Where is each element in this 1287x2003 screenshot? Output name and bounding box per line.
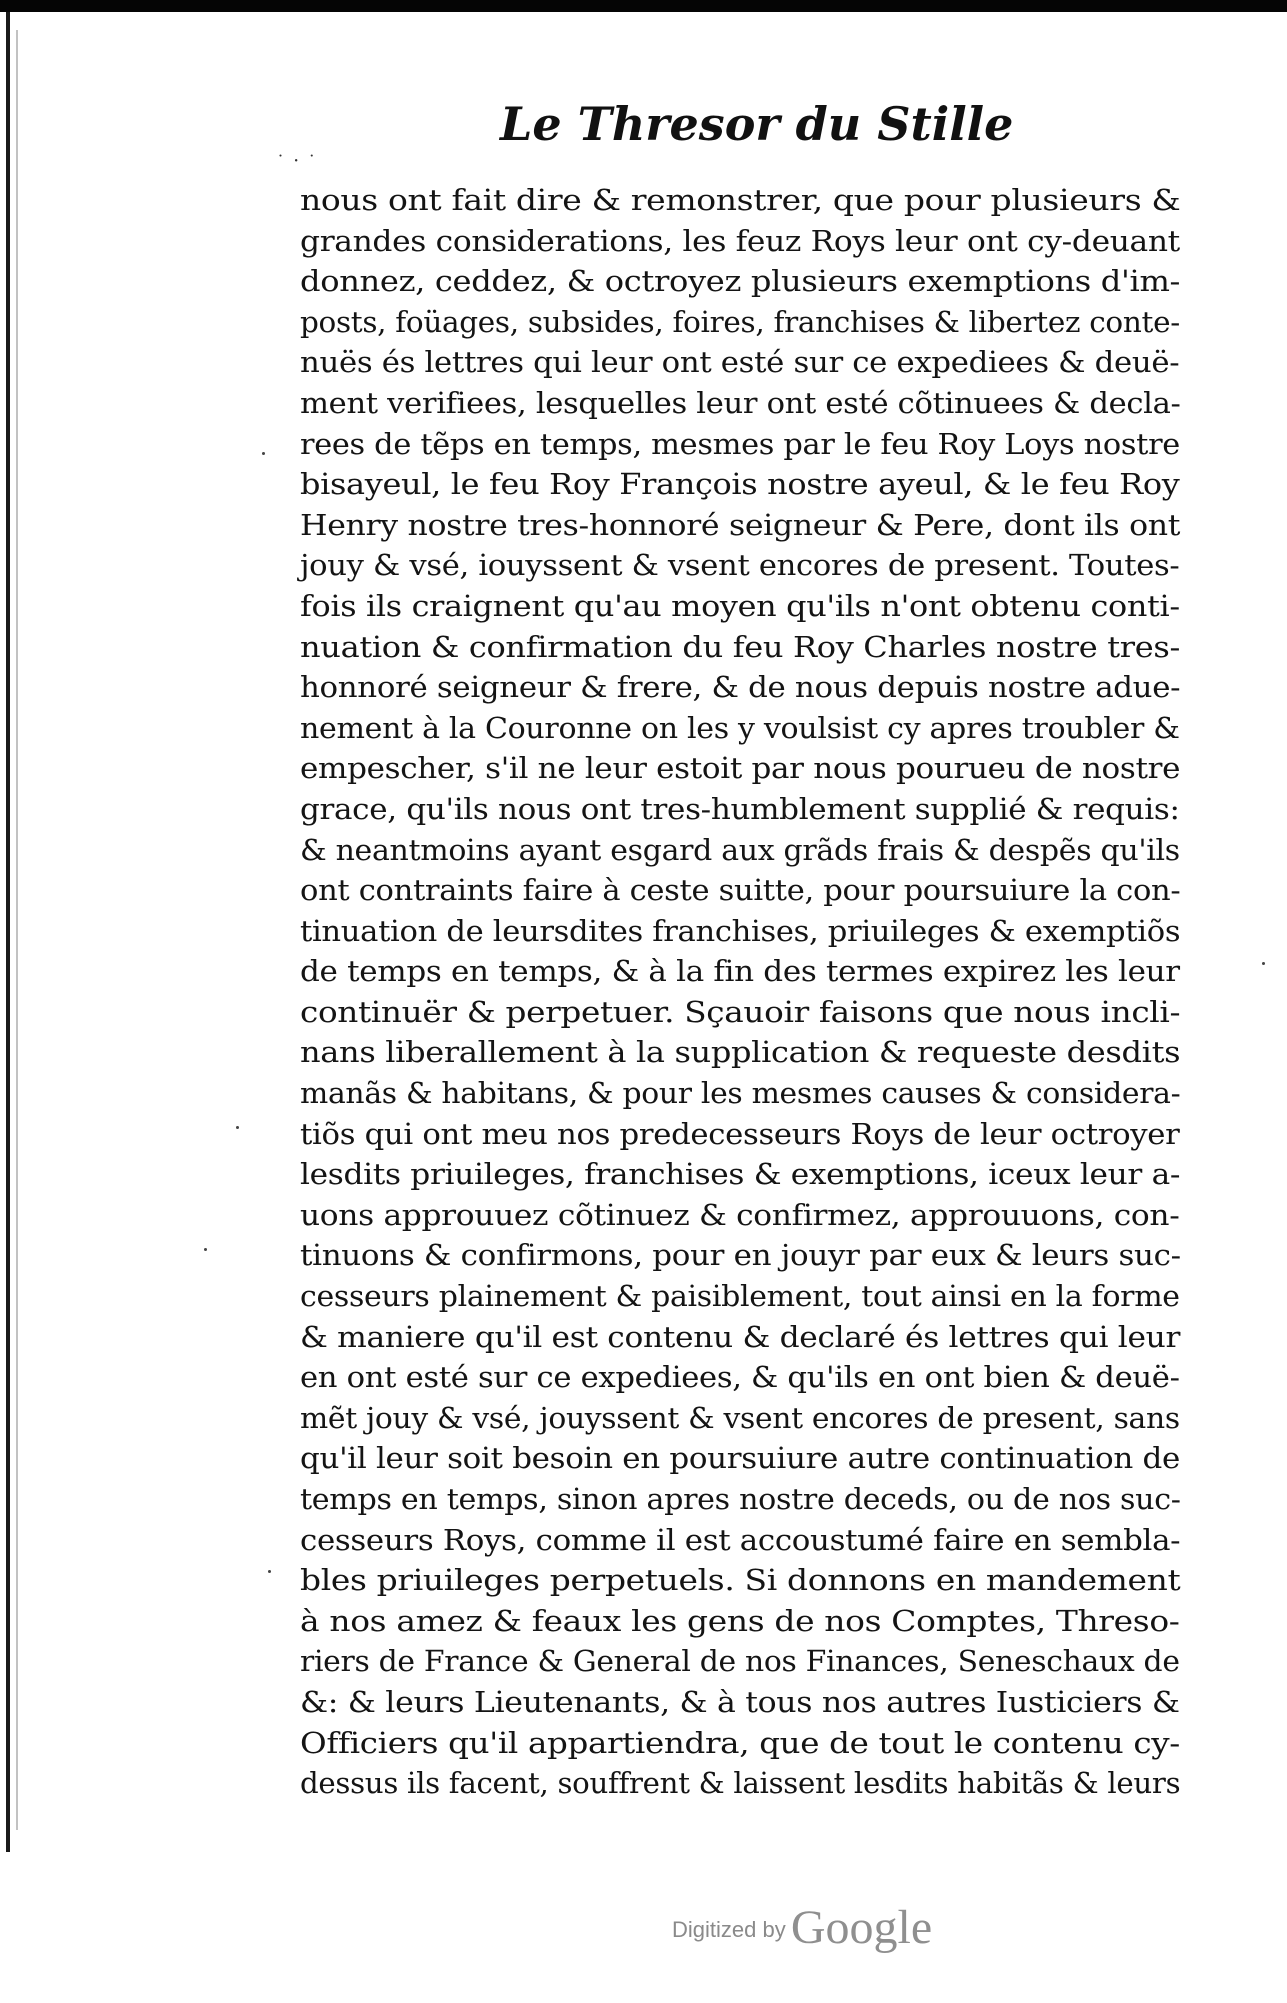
- text-line: tinuation de leursdites franchises, priuileges & exemptiõs: [300, 913, 1181, 948]
- text-line: riers de France & General de nos Finances, Seneschaux de: [300, 1644, 1180, 1679]
- text-line: ont contraints faire à ceste suitte, pour poursuiure la con-: [300, 873, 1181, 908]
- text-line: continuër & perpetuer. Sçauoir faisons que nous incli-: [300, 994, 1181, 1029]
- text-line: & maniere qu'il est contenu & declaré és lettres qui leur: [300, 1319, 1181, 1354]
- text-line: bles priuileges perpetuels. Si donnons en mandement: [300, 1563, 1181, 1598]
- text-line: nement à la Couronne on les y voulsist cy apres troubler &: [300, 710, 1180, 745]
- text-line: rees de tẽps en temps, mesmes par le feu Roy Loys nostre: [300, 426, 1180, 461]
- text-line: donnez, ceddez, & octroyez plusieurs exemptions d'im-: [300, 264, 1181, 299]
- text-line: nans liberallement à la supplication & requeste desdits: [300, 1035, 1181, 1070]
- text-line: grandes considerations, les feuz Roys leur ont cy-deuant: [300, 223, 1180, 258]
- text-line: nuation & confirmation du feu Roy Charles nostre tres-: [300, 629, 1180, 664]
- text-line: tiõs qui ont meu nos predecesseurs Roys de leur octroyer: [300, 1116, 1180, 1151]
- text-line: uons approuuez cõtinuez & confirmez, approuuons, con-: [300, 1197, 1180, 1232]
- text-line: de temps en temps, & à la fin des termes expirez les leur: [300, 954, 1180, 989]
- body-text: [300, 180, 1200, 1804]
- scan-top-border: [0, 0, 1287, 12]
- text-line: cesseurs Roys, comme il est accoustumé faire en sembla-: [300, 1522, 1181, 1557]
- text-line: qu'il leur soit besoin en poursuiure autre continuation de: [300, 1441, 1180, 1476]
- ink-speck: [204, 1248, 207, 1251]
- text-line: tinuons & confirmons, pour en jouyr par eux & leurs suc-: [300, 1238, 1181, 1273]
- watermark-prefix: Digitized by: [672, 1917, 786, 1942]
- watermark-brand: Google: [790, 1901, 933, 1954]
- ink-speck: [268, 1570, 271, 1573]
- text-line: dessus ils facent, souffrent & laissent lesdits habitãs & leurs: [300, 1766, 1181, 1801]
- text-line: Henry nostre tres-honnoré seigneur & Pere, dont ils ont: [300, 507, 1181, 542]
- text-line: grace, qu'ils nous ont tres-humblement supplié & requis:: [300, 791, 1180, 826]
- running-head: Le Thresor du Stille: [500, 97, 1014, 151]
- ink-specks: ˙ ᛫ ˙: [276, 152, 317, 173]
- text-line: empescher, s'il ne leur estoit par nous pourueu de nostre: [300, 751, 1181, 786]
- text-line: lesdits priuileges, franchises & exemptions, iceux leur a-: [300, 1157, 1181, 1192]
- text-line: Officiers qu'il appartiendra, que de tout le contenu cy-: [300, 1725, 1180, 1760]
- text-line: & neantmoins ayant esgard aux grãds frais & despẽs qu'ils: [300, 832, 1180, 867]
- text-line: à nos amez & feaux les gens de nos Comptes, Threso-: [300, 1603, 1180, 1638]
- text-line: jouy & vsé, iouyssent & vsent encores de present. Toutes-: [300, 548, 1180, 583]
- ink-speck: [1262, 962, 1265, 965]
- text-line: fois ils craignent qu'au moyen qu'ils n'ont obtenu conti-: [300, 588, 1180, 623]
- ink-speck: [236, 1126, 239, 1129]
- text-line: honnoré seigneur & frere, & de nous depuis nostre adue-: [300, 670, 1181, 705]
- text-line: nous ont fait dire & remonstrer, que pour plusieurs &: [300, 183, 1181, 217]
- text-line: manãs & habitans, & pour les mesmes causes & considera-: [300, 1076, 1181, 1111]
- scan-left-edge: [6, 12, 10, 1852]
- text-line: bisayeul, le feu Roy François nostre ayeul, & le feu Roy: [300, 467, 1180, 502]
- text-line: &: & leurs Lieutenants, & à tous nos autres Iusticiers &: [300, 1684, 1180, 1719]
- scan-left-shadow: [16, 30, 18, 1830]
- text-line: mẽt jouy & vsé, jouyssent & vsent encores de present, sans: [300, 1400, 1180, 1435]
- text-line: nuës és lettres qui leur ont esté sur ce expediees & deuë-: [300, 345, 1180, 380]
- text-line: temps en temps, sinon apres nostre deceds, ou de nos suc-: [300, 1482, 1181, 1516]
- text-line: ment verifiees, lesquelles leur ont esté cõtinuees & decla-: [300, 385, 1181, 420]
- text-line: posts, foüages, subsides, foires, franchises & libertez conte-: [300, 304, 1180, 339]
- text-line: en ont esté sur ce expediees, & qu'ils en ont bien & deuë-: [300, 1360, 1180, 1395]
- digitization-watermark: [672, 1900, 932, 1955]
- ink-speck: [262, 452, 265, 455]
- text-line: cesseurs plainement & paisiblement, tout ainsi en la forme: [300, 1279, 1180, 1314]
